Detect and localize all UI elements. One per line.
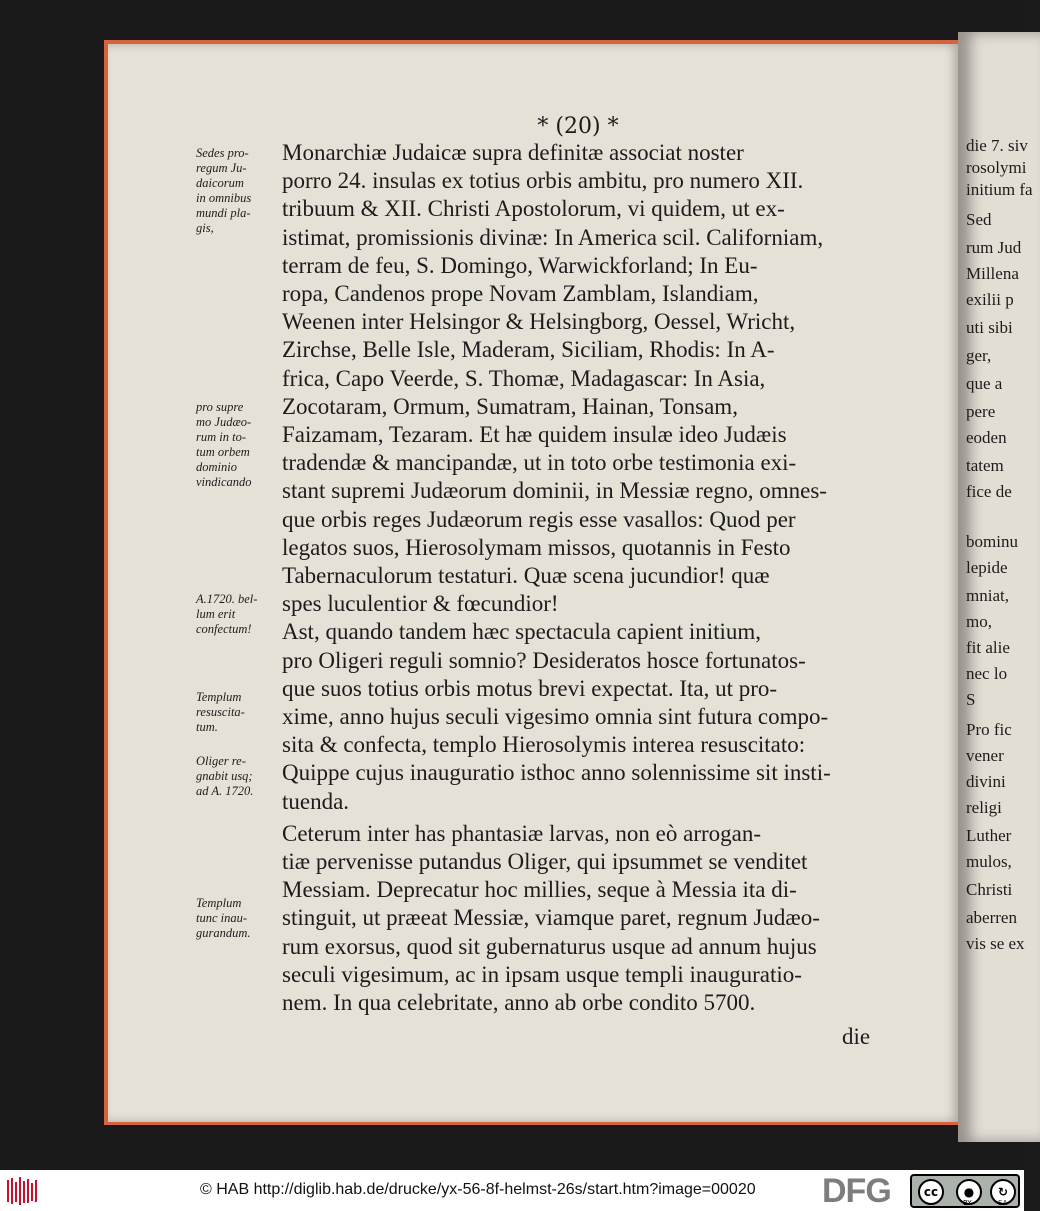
marginal-note [196,400,280,490]
text-line: spes luculentior & fœcundior! [282,591,559,617]
sa-share-icon: ↻ [990,1179,1016,1205]
text-line: porro 24. insulas ex totius orbis ambitu, pro numero XII. [282,168,804,194]
text-line: Ast, quando tandem hæc spectacula capient initium, [282,619,762,645]
marginal-note-line: in omnibus [196,191,252,205]
cc-license-badge[interactable] [910,1174,1020,1208]
next-page-line: Pro fic [966,720,1012,739]
marginal-note-line: pro supre [196,400,244,414]
footer-bar [0,1170,1024,1211]
text-line: Ceterum inter has phantasiæ larvas, non eò arrogan- [282,820,762,846]
text-line: xime, anno hujus seculi vigesimo omnia sint futura compo- [282,704,829,729]
text-line: Zocotaram, Ormum, Sumatram, Hainan, Tonsam, [282,393,738,419]
text-line: tradendæ & mancipandæ, ut in toto orbe testimonia exi- [282,450,797,476]
marginal-note-line: rum in to- [196,430,246,444]
text-line: pro Oligeri reguli somnio? Desideratos hosce fortunatos- [282,647,806,673]
marginal-note-line: gis, [196,221,214,235]
next-page-line: S [966,690,976,709]
next-page-line: Millena [966,264,1019,283]
marginal-note-line: Templum [196,690,242,704]
text-line: nem. In qua celebritate, anno ab orbe condito 5700. [282,990,756,1015]
text-line: istimat, promissionis divinæ: In America scil. Californiam, [282,224,824,250]
text-line: Quippe cujus inauguratio isthoc anno solennissime sit insti- [282,760,831,786]
text-line: rum exorsus, quod sit gubernaturus usque ad annum hujus [282,933,817,959]
text-line: que suos totius orbis motus brevi expectat. Ita, ut pro- [282,675,778,701]
text-line: legatos suos, Hierosolymam missos, quotannis in Festo [282,534,791,560]
text-line: ropa, Candenos prope Novam Zamblam, Islandiam, [282,281,759,306]
next-page-line: ger, [966,346,992,365]
text-line: stinguit, ut præeat Messiæ, viamque paret, regnum Judæo- [282,905,820,931]
source-credit-link[interactable]: © HAB http://diglib.hab.de/drucke/yx-56-8f-helmst-26s/start.htm?image=00020 [200,1181,756,1198]
text-line: Tabernaculorum testaturi. Quæ scena jucundior! quæ [282,563,770,588]
text-line: sita & confecta, templo Hierosolymis interea resuscitato: [282,732,806,758]
next-page-line: die 7. siv [966,136,1028,155]
license-by-label: BY [963,1199,972,1207]
next-page-line: fice de [966,482,1012,501]
text-line: stant supremi Judæorum dominii, in Messiæ regno, omnes- [282,478,827,504]
next-page-line: exilii p [966,290,1014,309]
next-page-line: Christi [966,880,1013,899]
text-line: tuenda. [282,788,350,814]
marginal-note-line: tunc inau- [196,911,248,925]
next-page-line: eoden [966,428,1007,447]
marginal-note-line: Templum [196,896,242,910]
next-page-line: aberren [966,908,1017,927]
text-line: Zirchse, Belle Isle, Maderam, Siciliam, Rhodis: In A- [282,337,775,363]
marginal-note-line: ad A. 1720. [196,784,254,798]
next-page-line: divini [966,772,1006,791]
next-page-line: vener [966,746,1004,765]
by-person-icon: ● [956,1179,982,1205]
text-line: tribuum & XII. Christi Apostolorum, vi quidem, ut ex- [282,196,785,222]
marginal-note-line: Sedes pro- [196,146,249,160]
dfg-logo[interactable]: DFG [822,1172,891,1210]
next-page-line: rum Jud [966,238,1022,257]
marginal-note [196,896,280,941]
text-line: Messiam. Deprecatur hoc millies, seque à Messia ita di- [282,877,797,903]
next-page-line: uti sibi [966,318,1013,337]
marginal-note-line: confectum! [196,622,252,636]
page-number: * (20) * [537,114,619,139]
text-line: Monarchiæ Judaicæ supra definitæ associat noster [282,140,744,165]
text-line: tiæ pervenisse putandus Oliger, qui ipsummet se venditet [282,849,808,874]
marginal-note-line: lum erit [196,607,236,621]
next-page-line: religi [966,798,1002,817]
hab-logo-icon[interactable] [6,1176,38,1206]
next-page-line: mo, [966,612,992,631]
text-line: terram de feu, S. Domingo, Warwickforland; In Eu- [282,252,758,278]
text-line: Weenen inter Helsingor & Helsingborg, Oessel, Wricht, [282,309,796,335]
marginal-note-line: Oliger re- [196,754,246,768]
marginal-note-line: mo Judæo- [196,415,252,429]
next-page-line: mniat, [966,586,1009,605]
next-page-line: mulos, [966,852,1012,871]
marginal-note-line: gnabit usq; [196,769,253,783]
marginal-note-line: gurandum. [196,926,251,940]
cc-icon: cc [918,1179,944,1205]
marginal-note [196,690,280,735]
text-line: die [842,1024,871,1050]
next-page-line: pere [966,402,996,421]
marginal-note-line: dominio [196,460,237,474]
next-page-line: Luther [966,826,1012,845]
next-page-line: Sed [966,210,992,229]
next-page-line: bominu [966,532,1018,551]
marginal-note-line: A.1720. bel- [196,592,258,606]
marginal-note [196,146,280,236]
text-line: Faizamam, Tezaram. Et hæ quidem insulæ ideo Judæis [282,422,787,447]
text-line: que orbis reges Judæorum regis esse vasallos: Quod per [282,506,796,532]
marginal-note-line: resuscita- [196,705,245,719]
next-page-line: nec lo [966,664,1008,683]
marginal-note-line: regum Ju- [196,161,247,175]
marginal-note-line: daicorum [196,176,244,190]
text-line: frica, Capo Veerde, S. Thomæ, Madagascar: In Asia, [282,365,766,391]
next-page-line: tatem [966,456,1004,475]
license-sa-label: SA [998,1199,1008,1207]
next-page-line: que a [966,374,1003,393]
next-page-line: fit alie [966,638,1010,657]
next-page-line: rosolymi [966,158,1027,177]
marginal-note-line: mundi pla- [196,206,251,220]
next-page-line: lepide [966,558,1008,577]
text-line: seculi vigesimum, ac in ipsam usque templi inauguratio- [282,961,802,987]
next-page-line: vis se ex [966,934,1025,953]
marginal-note-line: tum orbem [196,445,250,459]
marginal-note-line: tum. [196,720,218,734]
marginal-note [196,592,280,637]
marginal-note-line: vindicando [196,475,252,489]
marginal-note [196,754,280,799]
next-page-line: initium fa [966,180,1033,199]
